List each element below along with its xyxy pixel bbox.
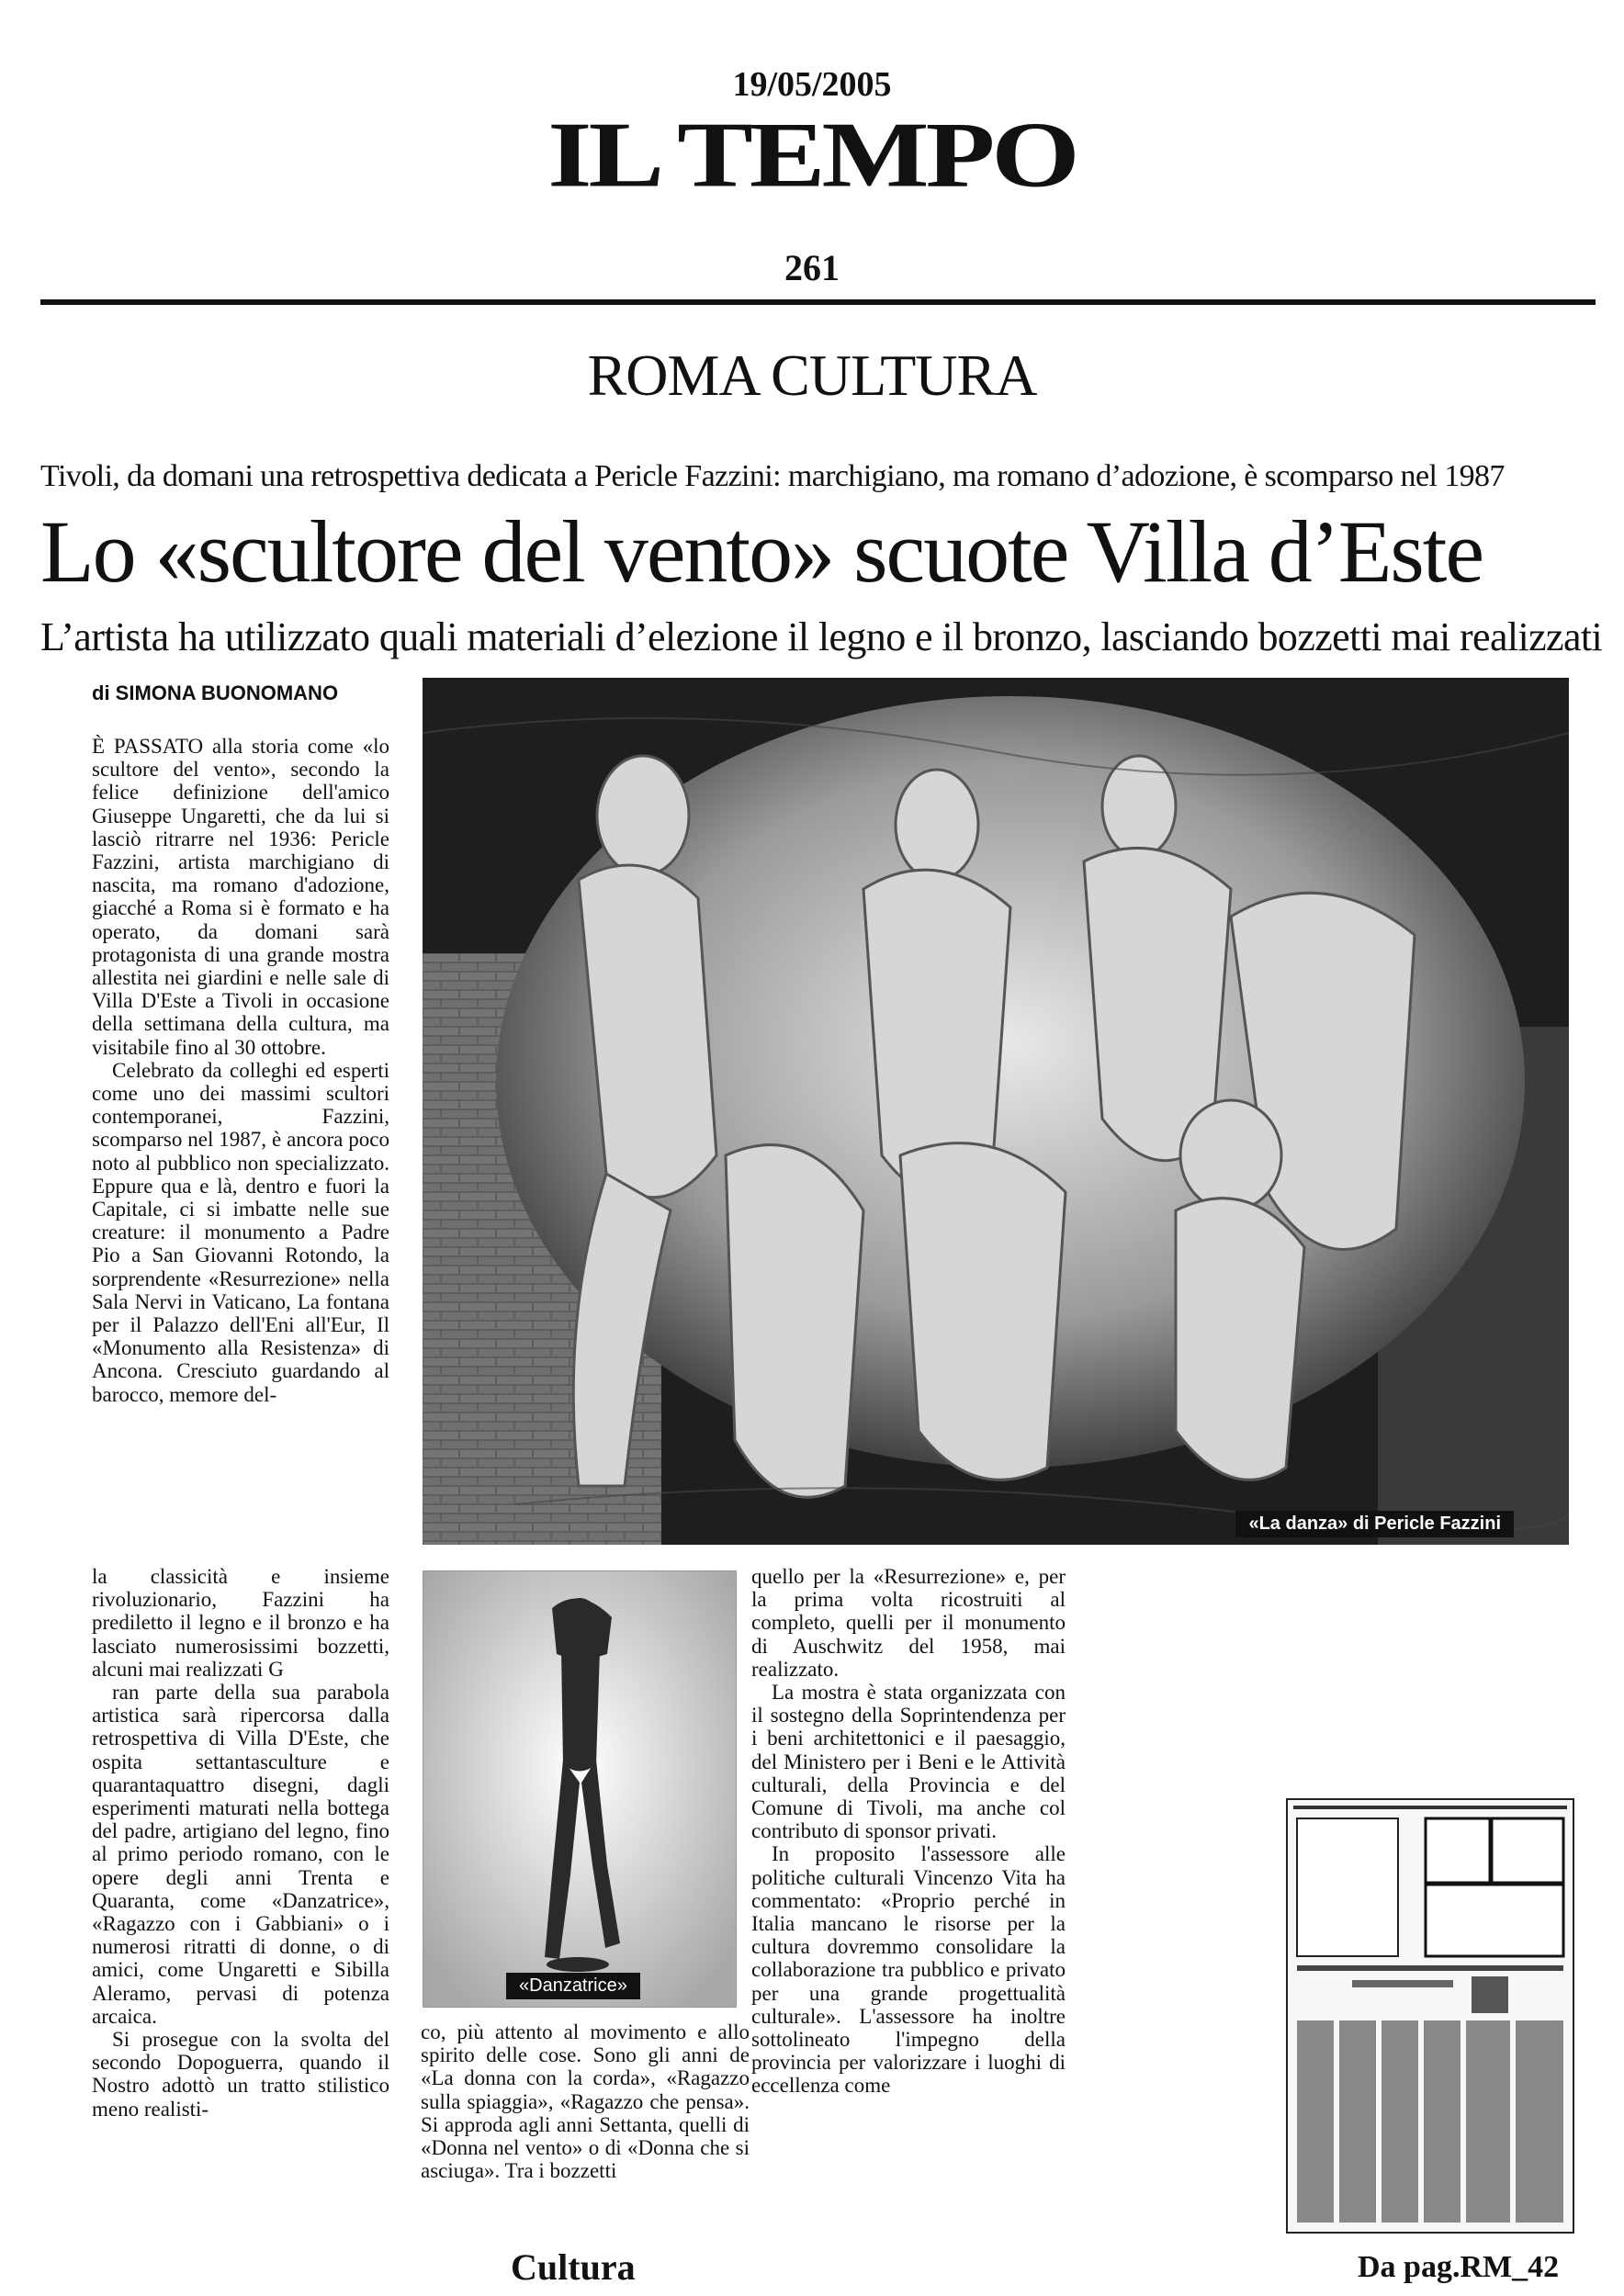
header-rule (40, 299, 1596, 305)
paragraph: quello per la «Resurrezione» e, per la prima volta ricostruiti al completo, quelli per il monumento di Auschwitz del 1958, mai realizzato. (751, 1565, 1066, 1681)
article-column-3 (751, 1565, 1066, 2098)
paragraph: La mostra è stata organizzata con il sostegno della Soprintendenza per i beni architettonici e il paesaggio, del Ministero per i Beni e le Attività culturali, della Provincia e del Comune di Tivoli, ma anche col contributo di sponsor privati. (751, 1681, 1066, 1843)
photo2-caption: «Danzatrice» (506, 1973, 640, 1999)
newspaper-masthead: IL TEMPO (547, 103, 1077, 207)
page-thumbnail (1286, 1798, 1574, 2234)
article-headline: Lo «scultore del vento» scuote Villa d’Este (40, 502, 1483, 601)
paragraph: In proposito l'assessore alle politiche culturali Vincenzo Vita ha commentato: «Proprio perché in Italia mancano le risorse per la cultura dovremmo consolidare la collaborazione tra pubblico e privato per una grande progettualità culturale». L'assessore ha inoltre sottolineato l'impegno della provincia per valorizzare i luoghi di eccellenza come (751, 1842, 1066, 2098)
paragraph: Celebrato da colleghi ed esperti come uno dei massimi scultori contemporanei, Fazzini, scomparso nel 1987, è ancora poco noto al pubblico non specializzato. Eppure qua e là, dentro e fuori la Capitale, ci si imbatte nelle sue creature: il monumento a Padre Pio a San Giovanni Rotondo, la sorprendente «Resurrezione» nella Sala Nervi in Vaticano, La fontana per il Palazzo dell'Eni all'Eur, Il «Monumento alla Resistenza» di Ancona. Cresciuto guardando al barocco, memore del- (92, 1058, 389, 1406)
photo-caption: «La danza» di Pericle Fazzini (1235, 1511, 1514, 1537)
article-subheadline: L’artista ha utilizzato quali materiali d’elezione il legno e il bronzo, lasciando bozzetti mai realizzati (40, 614, 1603, 659)
paragraph: È PASSATO alla storia come «lo scultore del vento», secondo la felice definizione dell'amico Giuseppe Ungaretti, che da lui si lasciò ritrarre nel 1936: Pericle Fazzini, artista marchigiano di nascita, ma romano d'adozione, giacché a Roma si è formato e ha operato, da domani sarà protagonista di una grande mostra allestita nei giardini e nelle sale di Villa D'Este a Tivoli in occasione della settimana della cultura, ma visitabile fino al 30 ottobre. (92, 735, 389, 1059)
section-title: ROMA CULTURA (587, 343, 1037, 408)
article-column-2 (421, 2020, 750, 2182)
article-column-1 (92, 735, 389, 1406)
paragraph: ran parte della sua parabola artistica sarà ripercorsa dalla retrospettiva di Villa D'Este, che ospita settantasculture e quarantaquattro disegni, dagli esperimenti maturati nella bottega del padre, artigiano del legno, fino al primo periodo romano, con le opere degli anni Trenta e Quaranta, come «Danzatrice», «Ragazzo con i Gabbiani» o i numerosi ritratti di donne, o di amici, come Ungaretti e Sibilla Aleramo, pervasi di potenza arcaica. (92, 1681, 389, 2028)
danzatrice-photo (423, 1570, 737, 2008)
issue-number: 261 (784, 247, 840, 288)
article-kicker: Tivoli, da domani una retrospettiva dedicata a Pericle Fazzini: marchigiano, ma romano d’adozione, è scomparso nel 1987 (40, 459, 1505, 493)
sculpture-image (423, 678, 1569, 1545)
sculpture-photo (423, 678, 1569, 1545)
paragraph: co, più attento al movimento e allo spirito delle cose. Sono gli anni de «La donna con la corda», «Ragazzo sulla spiaggia», «Ragazzo che pensa». Si approda agli anni Settanta, quelli di «Donna nel vento» o di «Donna che si asciuga». Tra i bozzetti (421, 2020, 750, 2183)
issue-date: 19/05/2005 (732, 65, 892, 104)
byline: di SIMONA BUONOMANO (92, 681, 339, 704)
footer-page-ref: Da pag.RM_42 (1358, 2250, 1560, 2284)
article-column-1-continued (92, 1565, 389, 2121)
footer-section-name: Cultura (511, 2246, 636, 2288)
statue-image (423, 1571, 736, 2007)
paragraph: Si prosegue con la svolta del secondo Dopoguerra, quando il Nostro adottò un tratto stilistico meno realisti- (92, 2028, 389, 2121)
paragraph: la classicità e insieme rivoluzionario, Fazzini ha prediletto il legno e il bronzo e ha lasciato numerosissimi bozzetti, alcuni mai realizzati G (92, 1565, 389, 1681)
thumbnail-image (1288, 1800, 1573, 2232)
